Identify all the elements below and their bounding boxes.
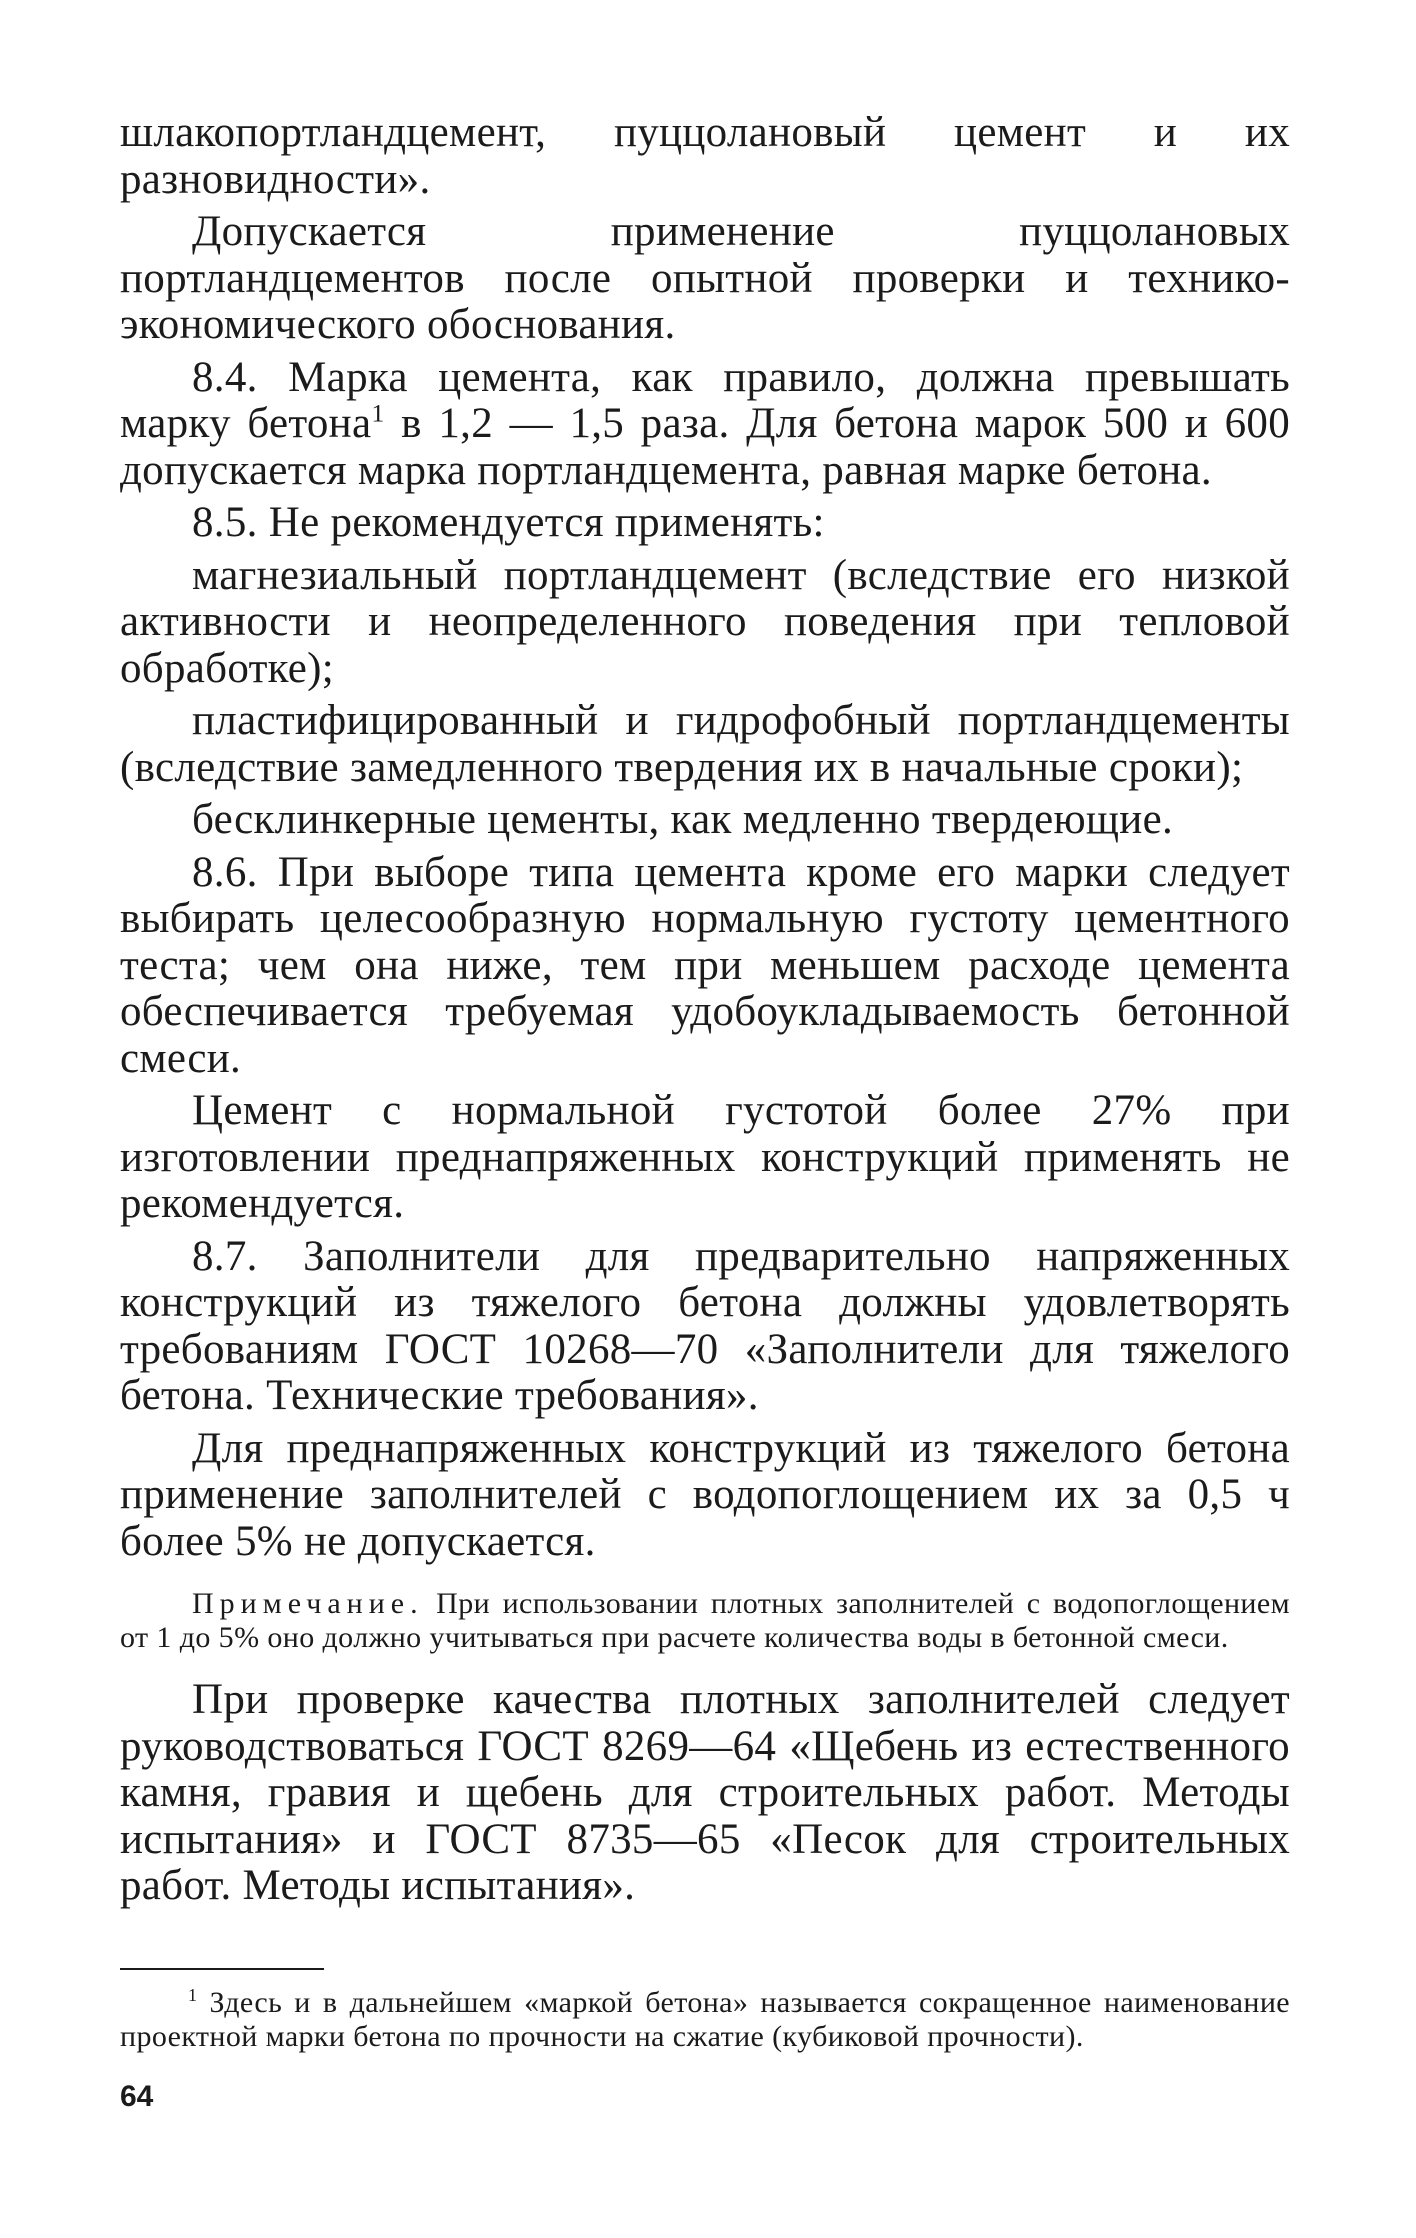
- list-item-plasticized: [120, 698, 1290, 791]
- page-number: 64: [120, 2079, 154, 2113]
- paragraph-text: бесклинкерные цементы, как медленно твердеющие.: [192, 796, 1174, 843]
- note-label: Примечание.: [192, 1587, 424, 1620]
- paragraph-pozzolanic: [120, 209, 1290, 349]
- note-text: При использовании плотных заполнителей с водопоглощением от 1 до 5% оно должно учитываться при расчете количества воды в бетонной смеси.: [120, 1587, 1290, 1654]
- paragraph-cement-density: [120, 1088, 1290, 1228]
- paragraph-text: 8.4. Марка цемента, как правило, должна превышать марку бетона: [120, 353, 1290, 447]
- paragraph-text: Цемент с нормальной густотой более 27% при изготовлении преднапряженных конструкций применять не рекомендуется.: [120, 1087, 1290, 1227]
- paragraph-8-7: [120, 1234, 1290, 1420]
- book-page: [120, 110, 1290, 2114]
- paragraph-text: магнезиальный портландцемент (вследствие его низкой активности и неопределенного поведения при тепловой обработке);: [120, 551, 1290, 692]
- list-item-magnesia: [120, 553, 1290, 693]
- paragraph-text: 8.6. При выборе типа цемента кроме его марки следует выбирать целесообразную нормальную густоту цементного теста; чем она ниже, тем при меньшем расходе цемента обеспечивается требуемая удобоукладываемость бетонной смеси.: [120, 848, 1290, 1082]
- paragraph-8-4: [120, 355, 1290, 495]
- paragraph-text: в 1,2 — 1,5 раза. Для бетона марок 500 и 600 допускается марка портландцемента, равная марке бетона.: [120, 400, 1291, 494]
- footnote-text: Здесь и в дальнейшем «маркой бетона» называется сокращенное наименование проектной марки бетона по прочности на сжатие (кубиковой прочности).: [120, 1985, 1290, 2053]
- paragraph-text: шлакопортландцемент, пуццолановый цемент и их разновидности».: [120, 109, 1290, 203]
- main-text: [120, 110, 1290, 1565]
- list-item-clinkerless: [120, 797, 1290, 844]
- paragraph-text: Допускается применение пуццолановых портландцементов после опытной проверки и технико-экономического обоснования.: [120, 208, 1290, 348]
- paragraph-text: При проверке качества плотных заполнителей следует руководствоваться ГОСТ 8269—64 «Щебень из естественного камня, гравия и щебень для строительных работ. Методы испытания» и ГОСТ 8735—65 «Песок для строительных работ. Методы испытания».: [120, 1676, 1290, 1909]
- footnote-marker: 1: [188, 1984, 198, 2005]
- paragraph-water-absorption: [120, 1426, 1290, 1566]
- paragraph-text: Для преднапряженных конструкций из тяжелого бетона применение заполнителей с водопоглощением их за 0,5 ч более 5% не допускается.: [120, 1424, 1290, 1565]
- paragraph-8-6: [120, 850, 1290, 1083]
- footnote: [120, 1986, 1290, 2054]
- paragraph-text: 8.7. Заполнители для предварительно напряженных конструкций из тяжелого бетона должны удовлетворять требованиям ГОСТ 10268—70 «Заполнители для тяжелого бетона. Технические требования».: [120, 1232, 1290, 1419]
- paragraph-8-5: [120, 500, 1290, 547]
- main-text-after-note: [120, 1677, 1290, 1910]
- paragraph-text: пластифицированный и гидрофобный портландцементы (вследствие замедленного твердения их в начальные сроки);: [120, 697, 1290, 791]
- paragraph-gost-check: [120, 1677, 1290, 1910]
- note: [120, 1587, 1290, 1655]
- paragraph-text: 8.5. Не рекомендуется применять:: [192, 499, 825, 546]
- footnote-divider: [120, 1968, 324, 1970]
- paragraph-continuation: [120, 110, 1290, 203]
- footnote-ref: 1: [371, 398, 385, 428]
